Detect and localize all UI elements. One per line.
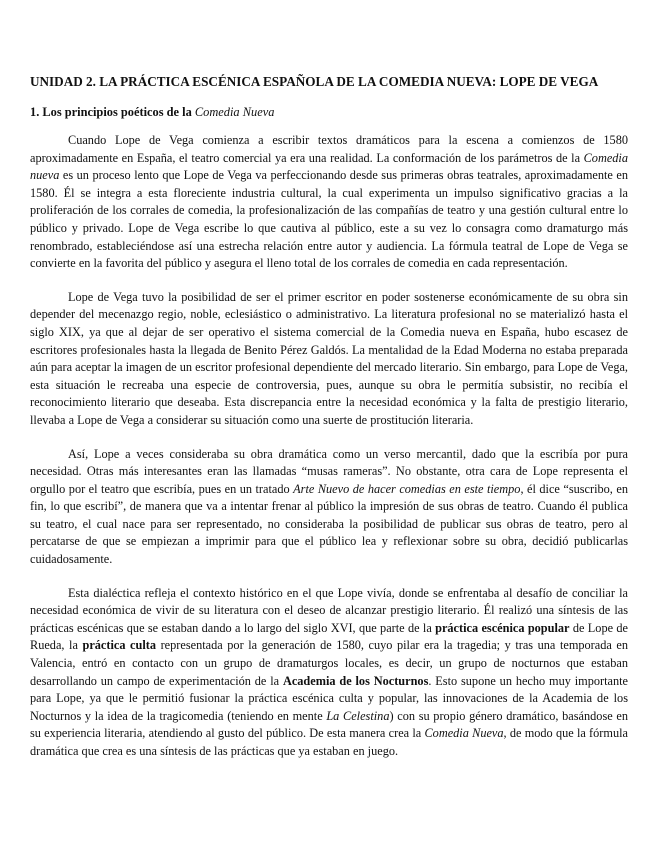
paragraph-4-text-d: . Esto supone un hecho muy importante para Lope, ya que le permitió fusionar la práctica escénica culta y popular, las innovaciones de la Academia de los Nocturnos y la idea de la tragicomedia (teniendo en mente (30, 673, 629, 723)
paragraph-1-text-a: Cuando Lope de Vega comienza a escribir textos dramáticos para la escena a comienzos de 1580 aproximadamente en España, el teatro comercial ya era una realidad. La conformación de los parámetros de la (30, 133, 628, 165)
section-heading-italic: Comedia Nueva (194, 105, 275, 119)
document-page (30, 74, 628, 777)
paragraph-2 (30, 289, 628, 430)
paragraph-1-text-b: es un proceso lento que Lope de Vega va perfeccionando desde sus primeras obras teatrales, aproximadamente en 1580. Él se integra a esta floreciente industria cultural, la cual experimenta un impulso significativo gracias a la proliferación de los corrales de comedia, la profesionalización de las compañías de teatro y una gestión cultural entre lo público y privado. Lope de Vega escribe lo que cautiva al público, este a su vez lo consagra como dramaturgo más renombrado, estableciéndose así una estrecha relación entre autor y audiencia. La fórmula teatral de Lope de Vega se convierte en la favorita del público y asegura el lleno total de los corrales de comedia en cada representación. (30, 168, 628, 271)
paragraph-1 (30, 132, 628, 273)
paragraph-2-text: Lope de Vega tuvo la posibilidad de ser el primer escritor en poder sostenerse económicamente de su obra sin depender del mecenazgo regio, noble, eclesiástico o administrativo. La literatura profesional no se materializó hasta el siglo XIX, ya que al dejar de ser operativo el sistema comercial de la Comedia nueva en España, hubo escasez de escritores profesionales hasta la llegada de Benito Pérez Galdós. La mentalidad de la Edad Moderna no estaba preparada aún para aceptar la imagen de un escritor profesional dependiente del mercado literario. Sin embargo, para Lope de Vega, esta situación le recreaba una especie de controversia, pues, aunque su obra le permitía subsistir, no recibía el reconocimiento literario que deseaba. Esta discrepancia entre la necesidad económica y la falta de prestigio literario, llevaba a Lope de Vega a considerar su situación como una suerte de prostitución literaria. (30, 289, 628, 427)
paragraph-4-bold-academia: Academia de los Nocturnos (282, 673, 429, 688)
paragraph-4-text-e: ) con su propio género dramático, basándose en su experiencia literaria, atendiendo al gusto del público. De esta manera crea la (30, 708, 628, 741)
paragraph-4-italic-comedia: Comedia Nueva (424, 726, 504, 741)
paragraph-4-bold-popular: práctica escénica popular (435, 620, 570, 635)
paragraph-4 (30, 585, 628, 761)
paragraph-4-text-c: representada por la generación de 1580, cuyo pilar era la tragedia; y tras una temporada en Valencia, entró en contacto con un grupo de dramaturgos locales, es decir, un grupo de nocturnos que estaban desarrollando un campo de experimentación de la (30, 638, 629, 688)
paragraph-4-text-b: de Lope de Rueda, la (30, 620, 628, 653)
paragraph-3 (30, 446, 628, 569)
paragraph-1-italic: Comedia nueva (30, 150, 628, 183)
paragraph-4-bold-culta: práctica culta (82, 638, 157, 653)
section-heading-label: 1. Los principios poéticos de la (30, 105, 195, 119)
paragraph-4-text-a: Esta dialéctica refleja el contexto histórico en el que Lope vivía, donde se enfrentaba al desafío de conciliar la necesidad económica de vivir de su literatura con el deseo de alcanzar prestigio literario. Él realizó una síntesis de las prácticas escénicas que se estaban dando a lo largo del siglo XVI, que parte de la (30, 585, 628, 635)
paragraph-3-text-b: , él dice “suscribo, en fin, lo que escribí”, de manera que va a intentar frenar al público la impresión de sus obras de teatro. Cuando él publica su teatro, el cual nace para ser representado, no consideraba la posibilidad de publicar sus obras de teatro, pero al percatarse de que se empiezan a imprimir para que el público lea y reflexionar sobre su obra, decidió publicarlas cuidadosamente. (30, 481, 628, 567)
paragraph-3-italic: Arte Nuevo de hacer comedias en este tiempo (293, 481, 521, 496)
paragraph-3-text-a: Así, Lope a veces consideraba su obra dramática como un verso mercantil, dado que la escribía por pura necesidad. Otras más interesantes eran las llamadas “musas rameras”. No obstante, otra cara de Lope representa el orgullo por el teatro que escribía, pues en un tratado (30, 446, 628, 496)
document-title: UNIDAD 2. LA PRÁCTICA ESCÉNICA ESPAÑOLA DE LA COMEDIA NUEVA: LOPE DE VEGA (30, 74, 599, 89)
paragraph-4-italic-celestina: La Celestina (326, 708, 390, 723)
section-heading (30, 104, 628, 120)
paragraph-4-text-f: , de modo que la fórmula dramática que crea es una síntesis de las prácticas que ya estaban en juego. (30, 726, 628, 758)
